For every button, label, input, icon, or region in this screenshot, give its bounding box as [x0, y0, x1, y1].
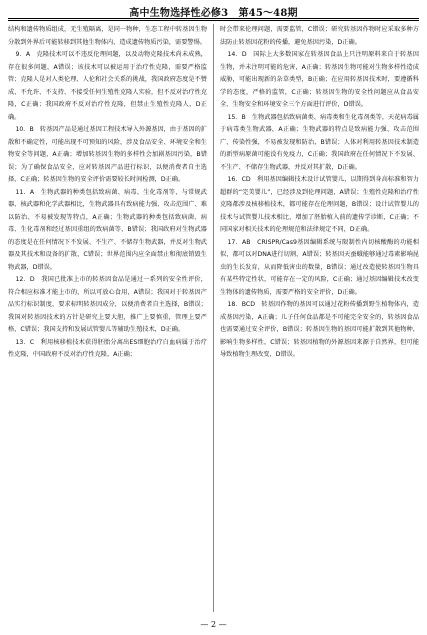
right-column — [220, 24, 419, 612]
answer-paragraph: 14．D 国际上大多数国家在转基因食品上只注明原料来自于转基因生物，并未注明可能的危害，A正确；转基因生物可能对生物多样性造成威胁，可能出现新的杂草类型，B正确；在应用转基因技术时，要遵循科学的态度，严格的监管，C正确；转基因生物的安全性问题应从食品安全、生物安全和环境安全三个方面进行评价，D错误。 — [220, 51, 419, 108]
answer-paragraph: 结构和遗传物质组成，无生殖隔离，是同一物种，生态工程中转基因生物分散到外界后可能转移到其他生物体内，造成遗传物质污染，需要警惕。 — [8, 26, 207, 46]
answer-paragraph: 10．B 转基因产品是通过基因工程技术导入外源基因，由于基因的扩散和不确定性，可能出现不可预知的风险，涉及食品安全、环境安全和生物安全等问题，A正确；增加转基因生物的多样性会加剧基因污染，B错误；为了确保食品安全，应对转基因产品进行标识，以便消费者自主选择，C正确；转基因生物的安全评价需要较长时间检测，D正确。 — [8, 126, 207, 183]
answer-paragraph: 12．D 我国已批准上市的转基因食品是通过一系列的安全性评价，符合相应标准才能上市的，所以可放心食用，A错误；我国对于转基因产品实行标识制度，要求标明转基因成分，以便消费者自主选择，B错误；我国对转基因技术的方针是研究上要大胆，推广上要慎重，管理上要严格，C错误；我国支持和发展试管婴儿等辅助生殖技术，D正确。 — [8, 276, 207, 333]
answer-paragraph: 13．C 利用核移植技术获得胚胎分离出ES细胞治疗白血病属于治疗性克隆，中国政府不反对治疗性克隆，A正确； — [8, 338, 207, 358]
answer-paragraph: 18．BCD 转基因作物的基因可以通过花粉传播到野生植物体内，造成基因污染，A正确；儿子任何食品都是不可能完全安全的，转基因食品也需要通过安全评价，B错误；转基因生物的基因可能扩散到其他物种，影响生物多样性，C错误；转基因植物的外源基因来源于自然界，但可能导致植物生理改变，D错误。 — [220, 301, 419, 358]
page-header — [0, 0, 427, 22]
header-rule-thin — [8, 20, 419, 21]
answer-paragraph: 时会带来伦理问题，需要监管，C错误；研究转基因作物时应采取多种方法防止转基因花粉的传播，避免基因污染，D正确。 — [220, 26, 419, 46]
answer-paragraph: 17．AB CRISPR/Cas9基因编辑系统与限制性内切核酸酶的功能相似，都可以对DNA进行切割，A错误；转基因天蚕蛾能够通过毒素影响昆虫的生长发育，从而降低害虫的数量，B错误；通过改造使转基因生物具有某些特定性状，可能存在一定的风险，C正确；通过基因编辑技术改变生物体的遗传物质，需要严格的安全评价，D正确。 — [220, 238, 419, 296]
header-rule — [8, 18, 419, 19]
answer-paragraph: 9．A 克隆技术可以不违反伦理问题，以及动物克隆技术尚未成熟，存在很多问题，A错误；该技术可以被运用于治疗性克隆，需要严格监管；克隆人是对人类伦理、人伦和社会关系的挑战，我国政府态度是不赞成、不允许、不支持、不接受任何生殖性克隆人实验，但不反对治疗性克隆，C正确；我国政府不反对治疗性克隆，但禁止生殖性克隆人，D正确。 — [8, 51, 207, 121]
answer-paragraph: 16．CD 利用基因编辑技术设计试管婴儿，以期得到身高标准和智力超群的“完美婴儿”，已经涉及到伦理问题，A错误；生殖性克隆和治疗性克隆都涉及核移植技术，都可能存在伦理问题，B错误；设计试管婴儿的技术与试管婴儿技术相比，增加了胚胎植入前的遗传学诊断，C正确；不同国家对相关技术的伦理规范和法律规定不同，D正确。 — [220, 176, 419, 233]
page-number: — 2 — — [200, 620, 227, 629]
answer-paragraph: 15．B 生物武器包括致病菌类、病毒类和生化毒剂类等，天花病毒属于病毒类生物武器，A正确；生物武器的特点是致病能力强、攻击范围广、传染性强，不易被发现和防治，B错误；人体对利用转基因技术制造的新型病原菌可能没有免疫力，C正确；我国政府在任何情况下不发展、不生产、不储存生物武器，并反对其扩散，D正确。 — [220, 113, 419, 171]
left-column — [8, 24, 207, 612]
answer-paragraph: 11．A 生物武器的种类包括致病菌、病毒、生化毒剂等，与常规武器、核武器和化学武器相比，生物武器具有致病能力强、攻击范围广、难以防治、不易被发现等特点，A正确；生物武器的种类包括致病菌、病毒、生化毒剂和经过基因重组的致病菌等，B错误；我国政府对生物武器的态度是在任何情况下不发展、不生产、不储存生物武器，并反对生物武器及其技术和设备的扩散，C错误；世界范围内应全面禁止和彻底销毁生物武器，D错误。 — [8, 188, 207, 271]
header-title: 高中生物选择性必修3 第45～48期 — [129, 8, 298, 19]
column-divider — [213, 24, 214, 612]
